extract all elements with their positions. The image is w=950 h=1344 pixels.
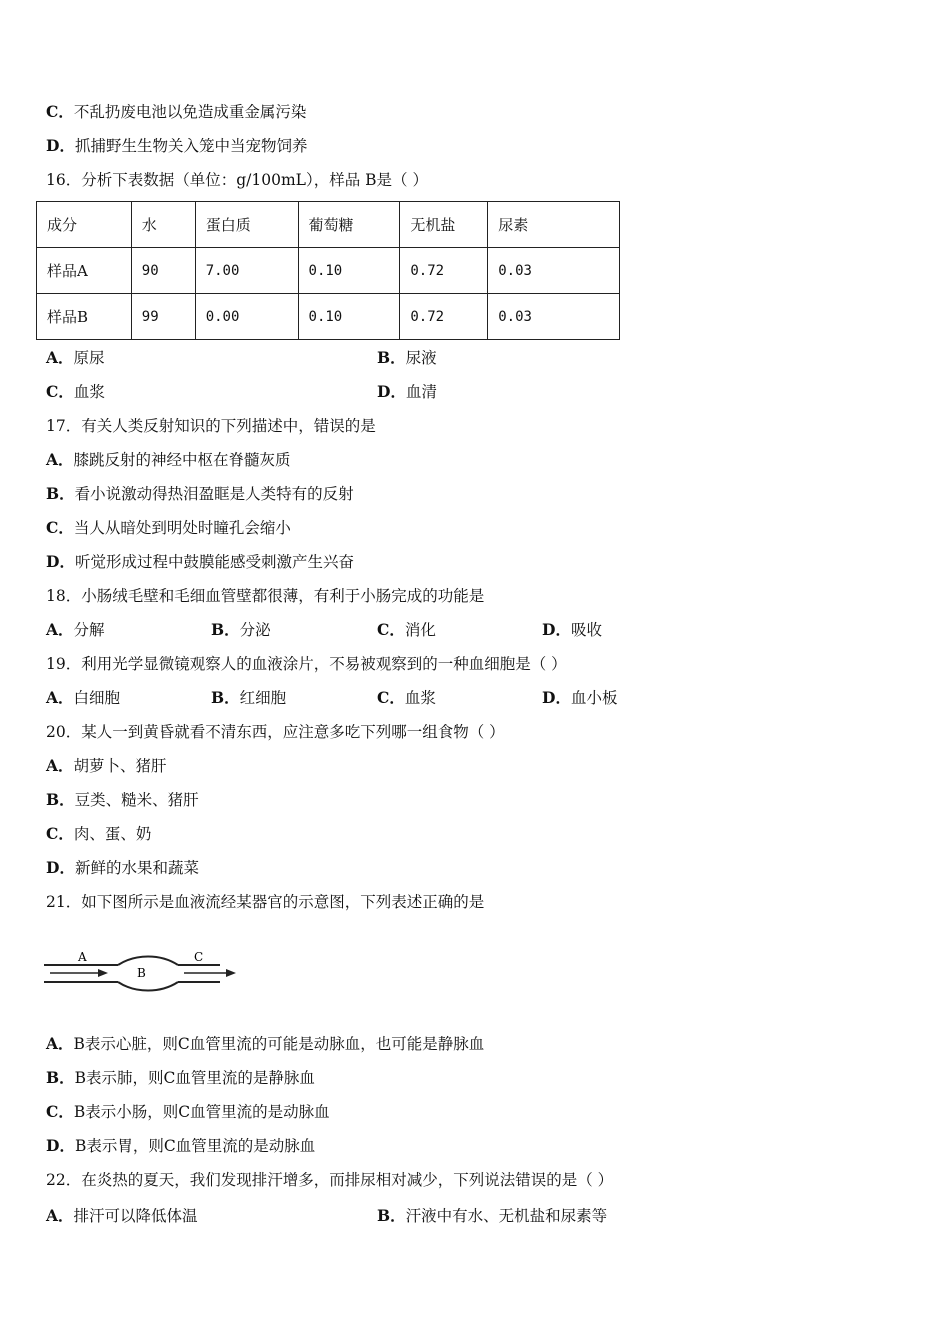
option-text: 血浆 [73,383,105,401]
option-label: C． [46,382,74,401]
table-cell: 0.72 [400,294,488,340]
option-text: 排汗可以降低体温 [73,1207,198,1225]
option-label: B． [46,484,75,503]
option-label: D． [46,858,75,877]
q19-option-c [377,688,436,708]
option-text: 新鲜的水果和蔬菜 [74,859,199,877]
q17-option-b [46,484,354,504]
option-text: 豆类、糙米、猪肝 [74,791,199,809]
option-label: C． [46,824,74,843]
question-20: 20．某人一到黄昏就看不清东西，应注意多吃下列哪一组食物（ ） [46,723,505,741]
label-c: C [194,950,204,964]
question-16: 16．分析下表数据（单位：g/100mL），样品 B是（ ） [46,171,428,189]
table-header-cell: 蛋白质 [195,202,298,248]
q19-option-d [542,688,617,708]
blood-flow-diagram [44,930,244,1012]
table-cell: 0.72 [400,248,488,294]
q21-option-c [46,1102,330,1122]
table-cell: 0.00 [195,294,298,340]
option-label: A． [46,620,74,639]
option-label: A． [46,688,74,707]
option-text: 血浆 [404,689,436,707]
table-header-row [37,202,620,248]
option-text: 听觉形成过程中鼓膜能感受刺激产生兴奋 [74,553,354,571]
table-cell: 0.03 [488,294,620,340]
option-label: B． [46,790,75,809]
option-text: 血小板 [570,689,618,707]
q20-option-b [46,790,199,810]
q19-option-b [211,688,286,708]
data-table [36,201,620,340]
option-label: B． [377,348,406,367]
option-label: D． [542,620,571,639]
q21-option-d [46,1136,315,1156]
option-text: B表示小肠，则C血管里流的是动脉血 [73,1103,330,1121]
arrow-c-head [226,969,236,977]
q20-option-d [46,858,199,878]
option-text: 抓捕野生生物关入笼中当宠物饲养 [74,137,308,155]
option-text: 看小说激动得热泪盈眶是人类特有的反射 [74,485,354,503]
question-22: 22．在炎热的夏天，我们发现排汗增多，而排尿相对减少，下列说法错误的是（ ） [46,1171,614,1189]
q16-option-d [377,382,437,402]
q21-option-b [46,1068,315,1088]
q16-option-c [46,382,105,402]
option-label: C． [46,102,74,121]
option-label: A． [46,450,74,469]
question-17: 17．有关人类反射知识的下列描述中，错误的是 [46,417,376,435]
table-cell: 样品A [37,248,132,294]
table-header-cell: 尿素 [488,202,620,248]
option-text: 血清 [405,383,437,401]
option-text: B表示心脏，则C血管里流的可能是动脉血，也可能是静脉血 [73,1035,485,1053]
option-label: A． [46,1206,74,1225]
option-text: 原尿 [73,349,105,367]
q15-option-c [46,102,306,122]
option-text: 消化 [404,621,436,639]
option-text: 肉、蛋、奶 [73,825,152,843]
table-header-cell: 成分 [37,202,132,248]
option-label: A． [46,348,74,367]
option-text: B表示肺，则C血管里流的是静脉血 [74,1069,315,1087]
q18-option-b [211,620,271,640]
table-cell: 0.10 [298,248,400,294]
option-text: 汗液中有水、无机盐和尿素等 [405,1207,608,1225]
table-header-cell: 葡萄糖 [298,202,400,248]
option-text: 不乱扔废电池以免造成重金属污染 [73,103,307,121]
q20-option-a [46,756,167,776]
table-row [37,248,620,294]
option-label: B． [211,688,240,707]
label-b: B [137,966,146,980]
option-label: D． [46,136,75,155]
option-label: A． [46,756,74,775]
q16-option-b [377,348,437,368]
q21-option-a [46,1034,484,1054]
option-label: D． [377,382,406,401]
q20-option-c [46,824,151,844]
question-18: 18．小肠绒毛壁和毛细血管壁都很薄，有利于小肠完成的功能是 [46,587,485,605]
q18-option-c [377,620,436,640]
q17-option-a [46,450,291,470]
option-text: 吸收 [570,621,602,639]
table-row [37,294,620,340]
option-text: 分泌 [239,621,271,639]
option-text: 膝跳反射的神经中枢在脊髓灰质 [73,451,291,469]
table-cell: 0.03 [488,248,620,294]
option-text: 白细胞 [73,689,121,707]
option-label: C． [377,688,405,707]
option-label: B． [46,1068,75,1087]
option-text: 胡萝卜、猪肝 [73,757,167,775]
table-header-cell: 水 [131,202,195,248]
organ-b-bottom-arc [118,982,178,991]
q17-option-d [46,552,354,572]
table-header-cell: 无机盐 [400,202,488,248]
q18-option-a [46,620,105,640]
option-label: B． [211,620,240,639]
q15-option-d [46,136,307,156]
table-cell: 90 [131,248,195,294]
q16-option-a [46,348,105,368]
q18-option-d [542,620,602,640]
option-label: C． [46,518,74,537]
q19-option-a [46,688,120,708]
option-label: D． [46,552,75,571]
option-label: B． [377,1206,406,1225]
option-label: A． [46,1034,74,1053]
option-text: 尿液 [405,349,437,367]
table-cell: 7.00 [195,248,298,294]
question-19: 19．利用光学显微镜观察人的血液涂片，不易被观察到的一种血细胞是（ ） [46,655,567,673]
option-label: D． [46,1136,75,1155]
option-text: 当人从暗处到明处时瞳孔会缩小 [73,519,291,537]
option-text: 红细胞 [239,689,287,707]
label-a: A [78,950,87,964]
table-cell: 样品B [37,294,132,340]
q17-option-c [46,518,291,538]
option-label: C． [46,1102,74,1121]
table-cell: 0.10 [298,294,400,340]
option-label: D． [542,688,571,707]
q22-option-a [46,1206,198,1226]
arrow-a-head [98,969,108,977]
option-label: C． [377,620,405,639]
option-text: B表示胃，则C血管里流的是动脉血 [74,1137,316,1155]
question-21: 21．如下图所示是血液流经某器官的示意图，下列表述正确的是 [46,893,485,911]
table-cell: 99 [131,294,195,340]
option-text: 分解 [73,621,105,639]
organ-b-top-arc [118,956,178,965]
q22-option-b [377,1206,607,1226]
